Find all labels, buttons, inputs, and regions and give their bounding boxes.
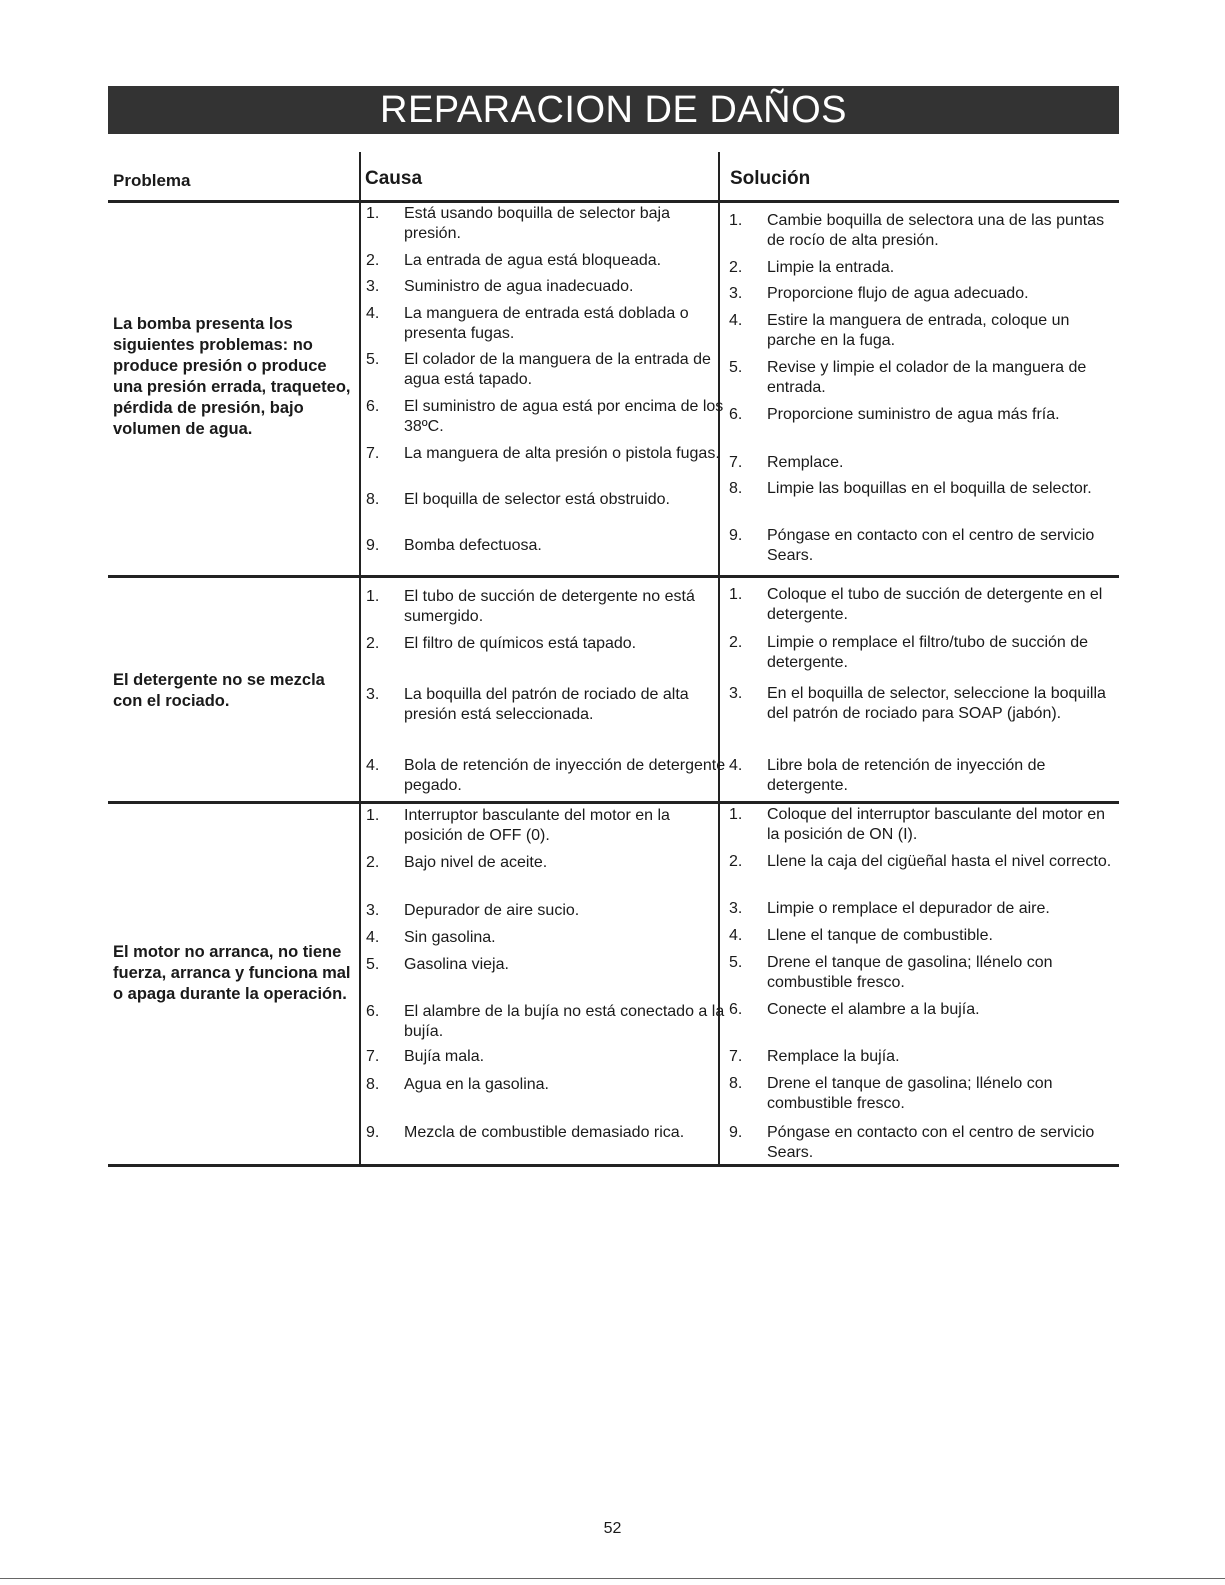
- problem-text: El motor no arranca, no tiene fuerza, arranca y funciona mal o apaga durante la operación.: [113, 943, 351, 1003]
- cause-item: 8. El boquilla de selector está obstruido.: [366, 491, 670, 508]
- section-rule: [108, 1164, 1119, 1167]
- solution-item: 2. Limpie o remplace el filtro/tubo de succión de detergente.: [729, 634, 1089, 671]
- cause-item: 5. Gasolina vieja.: [366, 956, 509, 973]
- solution-item: 4. Llene el tanque de combustible.: [729, 927, 993, 944]
- solution-item: 7. Remplace.: [729, 454, 844, 471]
- solution-item: 8. Limpie las boquillas en el boquilla de selector.: [729, 480, 1092, 497]
- solution-item: 2. Limpie la entrada.: [729, 259, 895, 276]
- solution-item: 2. Llene la caja del cigüeñal hasta el nivel correcto.: [729, 853, 1112, 870]
- solution-item: 9. Póngase en contacto con el centro de servicio Sears.: [729, 1124, 1095, 1161]
- header-solucion: Solución: [730, 168, 811, 189]
- cause-item: 9. Bomba defectuosa.: [366, 537, 542, 554]
- section-rule: [108, 801, 1119, 804]
- page-bottom-edge: [0, 1578, 1225, 1579]
- cause-item: 1. Interruptor basculante del motor en la posición de OFF (0).: [366, 807, 670, 844]
- cause-item: 3. Depurador de aire sucio.: [366, 902, 580, 919]
- solution-item: 5. Drene el tanque de gasolina; llénelo con combustible fresco.: [729, 954, 1053, 991]
- cause-item: 2. El filtro de químicos está tapado.: [366, 635, 637, 652]
- solution-item: 8. Drene el tanque de gasolina; llénelo con combustible fresco.: [729, 1075, 1053, 1112]
- cause-item: 9. Mezcla de combustible demasiado rica.: [366, 1124, 685, 1141]
- solution-item: 7. Remplace la bujía.: [729, 1048, 900, 1065]
- solution-item: 9. Póngase en contacto con el centro de servicio Sears.: [729, 527, 1095, 564]
- problem-text: El detergente no se mezcla con el rociado.: [113, 671, 325, 710]
- solution-item: 6. Proporcione suministro de agua más fría.: [729, 406, 1060, 423]
- cause-item: 7. Bujía mala.: [366, 1048, 485, 1065]
- solution-item: 1. Cambie boquilla de selectora una de las puntas de rocío de alta presión.: [729, 212, 1105, 249]
- cause-item: 5. El colador de la manguera de la entrada de agua está tapado.: [366, 351, 711, 388]
- solution-item: 4. Libre bola de retención de inyección de detergente.: [729, 757, 1046, 794]
- solution-item: 4. Estire la manguera de entrada, coloque un parche en la fuga.: [729, 312, 1070, 349]
- cause-item: 4. Sin gasolina.: [366, 929, 496, 946]
- cause-item: 7. La manguera de alta presión o pistola fugas.: [366, 445, 720, 462]
- cause-item: 2. Bajo nivel de aceite.: [366, 854, 548, 871]
- cause-item: 3. La boquilla del patrón de rociado de alta presión está seleccionada.: [366, 686, 689, 723]
- page-title: REPARACION DE DAÑOS: [108, 86, 1119, 134]
- solution-item: 3. Limpie o remplace el depurador de aire.: [729, 900, 1050, 917]
- solution-item: 5. Revise y limpie el colador de la manguera de entrada.: [729, 359, 1087, 396]
- page-number: 52: [603, 1520, 622, 1537]
- solution-item: 3. En el boquilla de selector, seleccione la boquilla del patrón de rociado para SOAP (jabón).: [729, 685, 1106, 722]
- solution-item: 3. Proporcione flujo de agua adecuado.: [729, 285, 1029, 302]
- cause-item: 4. La manguera de entrada está doblada o presenta fugas.: [366, 305, 689, 342]
- problem-text: La bomba presenta los siguientes problemas: no produce presión o produce una presión errada, traqueteo, pérdida de presión, bajo volumen de agua.: [113, 315, 351, 438]
- solution-item: 1. Coloque del interruptor basculante del motor en la posición de ON (I).: [729, 806, 1105, 843]
- cause-item: 2. La entrada de agua está bloqueada.: [366, 252, 662, 269]
- cause-item: 1. El tubo de succión de detergente no está sumergido.: [366, 588, 695, 625]
- header-rule: [108, 200, 1119, 203]
- section-rule: [108, 575, 1119, 578]
- cause-item: 6. El alambre de la bujía no está conectado a la bujía.: [366, 1003, 725, 1040]
- solution-item: 1. Coloque el tubo de succión de detergente en el detergente.: [729, 586, 1103, 623]
- cause-item: 4. Bola de retención de inyección de detergente pegado.: [366, 757, 726, 794]
- cause-item: 3. Suministro de agua inadecuado.: [366, 278, 634, 295]
- cause-item: 6. El suministro de agua está por encima de los 38ºC.: [366, 398, 724, 435]
- column-divider-causa: [359, 152, 361, 1166]
- cause-item: 1. Está usando boquilla de selector baja presión.: [366, 205, 670, 242]
- solution-item: 6. Conecte el alambre a la bujía.: [729, 1001, 980, 1018]
- header-causa: Causa: [365, 168, 423, 189]
- cause-item: 8. Agua en la gasolina.: [366, 1076, 549, 1093]
- header-problema: Problema: [113, 171, 191, 190]
